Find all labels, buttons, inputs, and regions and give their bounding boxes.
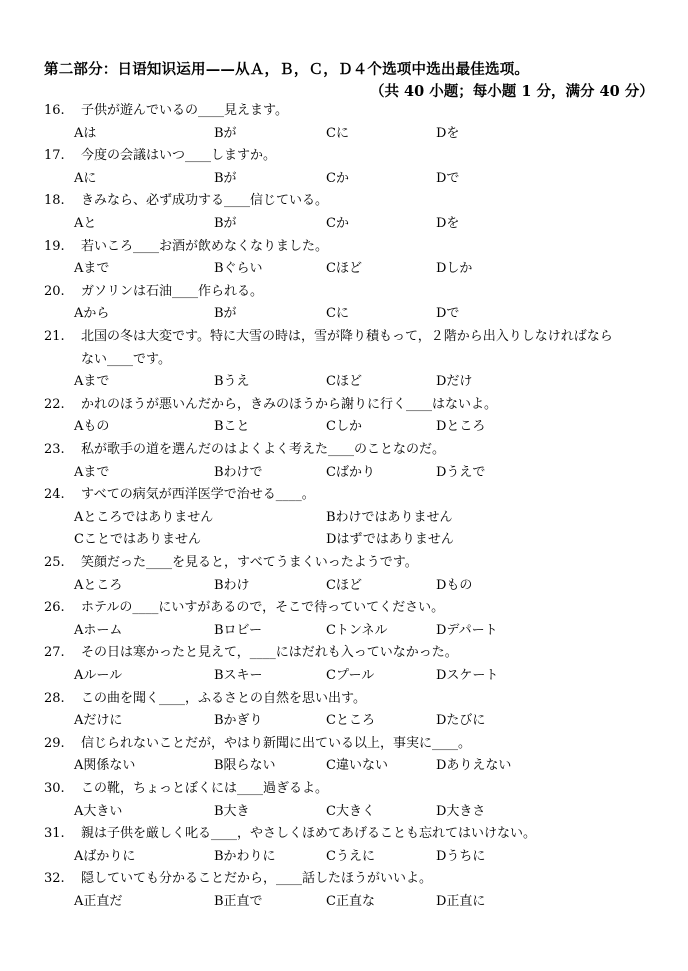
answer-option[interactable]: Dを [436, 125, 460, 141]
answer-option[interactable]: Cほど [326, 374, 362, 390]
answer-option[interactable]: Bが [214, 215, 237, 231]
question-line [44, 100, 654, 123]
question-text: 信じられないことだが，やはり新聞に出ている以上，事実に____。 [81, 735, 472, 751]
question-item [44, 190, 654, 235]
answer-option[interactable]: Bが [214, 306, 237, 322]
options-row [44, 575, 654, 598]
question-line [44, 281, 654, 304]
question-text: かれのほうが悪いんだから，きみのほうから謝りに行く____はないよ。 [81, 396, 498, 412]
answer-option[interactable]: Cところ [326, 713, 375, 729]
question-text: 親は子供を厳しく叱る____，やさしくほめてあげることも忘れてはいけない。 [81, 826, 537, 842]
question-number: 31. [44, 826, 65, 842]
answer-option[interactable]: Cトンネル [326, 622, 388, 638]
answer-option[interactable]: Bかわりに [214, 848, 276, 864]
answer-option[interactable]: Bわけで [214, 464, 263, 480]
answer-option[interactable]: Dだけ [436, 374, 473, 390]
question-item [44, 597, 654, 642]
answer-option[interactable]: Cに [326, 306, 349, 322]
options-row [44, 168, 654, 191]
answer-option[interactable]: Aまで [74, 464, 110, 480]
question-text: 子供が遊んでいるの____見えます。 [81, 103, 288, 118]
options-row [44, 123, 654, 146]
question-line [44, 552, 654, 575]
answer-option[interactable]: Dスケート [436, 667, 499, 683]
question-number: 30. [44, 781, 65, 796]
question-item [44, 868, 654, 913]
question-number: 25. [44, 555, 65, 570]
question-item [44, 326, 654, 394]
section-title: 第二部分：日语知识运用——从Ａ，Ｂ，Ｃ，Ｄ４个选项中选出最佳选项。 [44, 61, 530, 78]
answer-option[interactable]: Dうちに [436, 848, 486, 864]
answer-option[interactable]: Aまで [74, 374, 110, 390]
question-text: 北国の冬は大変です。特に大雪の時は，雪が降り積もって，２階から出入りしなければなら [81, 329, 613, 344]
answer-option[interactable]: Cほど [326, 261, 362, 277]
options-row [44, 371, 654, 394]
answer-option[interactable]: Dデパート [436, 622, 498, 638]
answer-option[interactable]: B限らない [214, 758, 276, 774]
answer-option[interactable]: B大き [214, 803, 250, 819]
answer-option[interactable]: Dありえない [436, 758, 512, 774]
answer-option[interactable]: C大きく [326, 803, 375, 819]
question-number: 32. [44, 871, 65, 887]
answer-option[interactable]: Dしか [436, 261, 473, 277]
answer-option[interactable]: Bこと [214, 419, 250, 435]
answer-option[interactable]: Aところ [74, 577, 123, 593]
question-item [44, 394, 654, 439]
answer-option[interactable]: Dところ [436, 419, 486, 435]
question-text: ホテルの____にいすがあるので，そこで待っていてください。 [81, 600, 445, 616]
question-line [44, 326, 654, 349]
question-number: 16. [44, 103, 65, 118]
options-row [44, 303, 654, 326]
question-text: きみなら、必ず成功する____信じている。 [81, 193, 329, 209]
question-number: 19. [44, 238, 65, 254]
question-line [44, 733, 654, 756]
answer-option[interactable]: Cほど [326, 577, 362, 593]
answer-option[interactable]: D大きさ [436, 803, 486, 819]
question-line [44, 823, 654, 846]
answer-option[interactable]: Dはずではありません [326, 532, 454, 548]
question-line [44, 642, 654, 665]
answer-option[interactable]: Bロビー [214, 622, 263, 638]
question-number: 18. [44, 193, 65, 209]
options-row [44, 801, 654, 824]
question-line [44, 597, 654, 620]
answer-option[interactable]: Bかぎり [214, 713, 263, 729]
answer-option[interactable]: Bうえ [214, 374, 250, 390]
answer-option[interactable]: Aルール [74, 667, 123, 683]
answer-option[interactable]: Bわけではありません [326, 509, 453, 525]
question-number: 29. [44, 735, 65, 751]
question-line [44, 236, 654, 259]
answer-option[interactable]: Cか [326, 170, 349, 186]
answer-option[interactable]: Aから [74, 306, 110, 322]
question-number: 23. [44, 442, 65, 457]
answer-option[interactable]: Cプール [326, 667, 375, 683]
question-item [44, 281, 654, 326]
answer-option[interactable]: Aもの [74, 419, 110, 435]
answer-option[interactable]: Bわけ [214, 577, 250, 593]
question-text: この曲を聞く____，ふるさとの自然を思い出す。 [81, 690, 366, 706]
options-row [44, 529, 654, 552]
answer-option[interactable]: Dで [436, 170, 460, 186]
answer-option[interactable]: Bが [214, 170, 237, 186]
question-item [44, 733, 654, 778]
question-line [44, 145, 654, 168]
options-row [44, 891, 654, 914]
answer-option[interactable]: Bが [214, 125, 237, 141]
answer-option[interactable]: Cうえに [326, 848, 375, 864]
answer-option[interactable]: Aだけに [74, 713, 123, 729]
answer-option[interactable]: B正直で [214, 893, 263, 909]
options-row [44, 620, 654, 643]
question-line [44, 778, 654, 801]
question-line [44, 439, 654, 462]
question-line [44, 868, 654, 891]
question-number: 24. [44, 487, 65, 503]
answer-option[interactable]: A正直だ [74, 893, 123, 909]
answer-option[interactable]: C正直な [326, 893, 375, 909]
options-row [44, 755, 654, 778]
options-row [44, 416, 654, 439]
question-text: 隠していても分かることだから，____話したほうがいいよ。 [81, 871, 433, 887]
answer-option[interactable]: Bスキー [214, 667, 263, 683]
question-number: 21. [44, 329, 65, 344]
answer-option[interactable]: A関係ない [74, 758, 136, 774]
answer-option[interactable]: Bぐらい [214, 261, 263, 277]
answer-option[interactable]: Dうえで [436, 464, 486, 480]
answer-option[interactable]: Dもの [436, 577, 473, 593]
question-text: この靴，ちょっとぼくには____過ぎるよ。 [81, 781, 329, 796]
options-row [44, 462, 654, 485]
answer-option[interactable]: Aまで [74, 261, 110, 277]
answer-option[interactable]: A大きい [74, 803, 123, 819]
answer-option[interactable]: Aに [74, 170, 97, 186]
answer-option[interactable]: Dたびに [436, 713, 486, 729]
answer-option[interactable]: Aところではありません [74, 509, 214, 525]
question-text: 私が歌手の道を選んだのはよくよく考えた____のことなのだ。 [81, 442, 446, 457]
answer-option[interactable]: Cか [326, 215, 349, 231]
question-item [44, 552, 654, 597]
answer-option[interactable]: Aホーム [74, 622, 123, 638]
options-row [44, 846, 654, 869]
options-row [44, 507, 654, 530]
question-number: 22. [44, 396, 65, 412]
question-text: 笑顔だった____を見ると，すべてうまくいったようです。 [81, 555, 418, 570]
question-text: ガソリンは石油____作られる。 [81, 283, 264, 299]
answer-option[interactable]: D正直に [436, 893, 486, 909]
question-text-continued: ない____です。 [81, 351, 171, 367]
question-item [44, 688, 654, 733]
question-number: 28. [44, 690, 65, 706]
question-line [44, 688, 654, 711]
answer-option[interactable]: Cに [326, 125, 349, 141]
question-item [44, 100, 654, 145]
question-item [44, 642, 654, 687]
question-item [44, 439, 654, 484]
question-text: その日は寒かったと見えて，____にはだれも入っていなかった。 [81, 645, 458, 661]
question-item [44, 778, 654, 823]
question-text: すべての病気が西洋医学で治せる____。 [81, 487, 315, 503]
options-row [44, 710, 654, 733]
question-text: 若いころ____お酒が飲めなくなりました。 [81, 238, 329, 254]
question-number: 17. [44, 148, 65, 164]
question-text: 今度の会議はいつ____しますか。 [81, 148, 277, 164]
question-line [44, 394, 654, 417]
question-number: 26. [44, 600, 65, 616]
options-row [44, 213, 654, 236]
question-item [44, 823, 654, 868]
answer-option[interactable]: Dを [436, 215, 460, 231]
answer-option[interactable]: Aは [74, 125, 97, 141]
answer-option[interactable]: Cしか [326, 419, 362, 435]
answer-option[interactable]: C違いない [326, 758, 388, 774]
section-subtitle: （共 40 小题；每小题 1 分，满分 40 分） [370, 83, 654, 100]
question-line [44, 190, 654, 213]
options-row [44, 665, 654, 688]
question-item [44, 484, 654, 552]
answer-option[interactable]: Aばかりに [74, 848, 136, 864]
question-line [44, 484, 654, 507]
answer-option[interactable]: Aと [74, 215, 97, 231]
question-item [44, 145, 654, 190]
options-row [44, 258, 654, 281]
question-number: 20. [44, 283, 65, 299]
question-item [44, 236, 654, 281]
answer-option[interactable]: Cことではありません [74, 532, 201, 548]
question-number: 27. [44, 645, 65, 661]
answer-option[interactable]: Dで [436, 306, 460, 322]
answer-option[interactable]: Cばかり [326, 464, 375, 480]
